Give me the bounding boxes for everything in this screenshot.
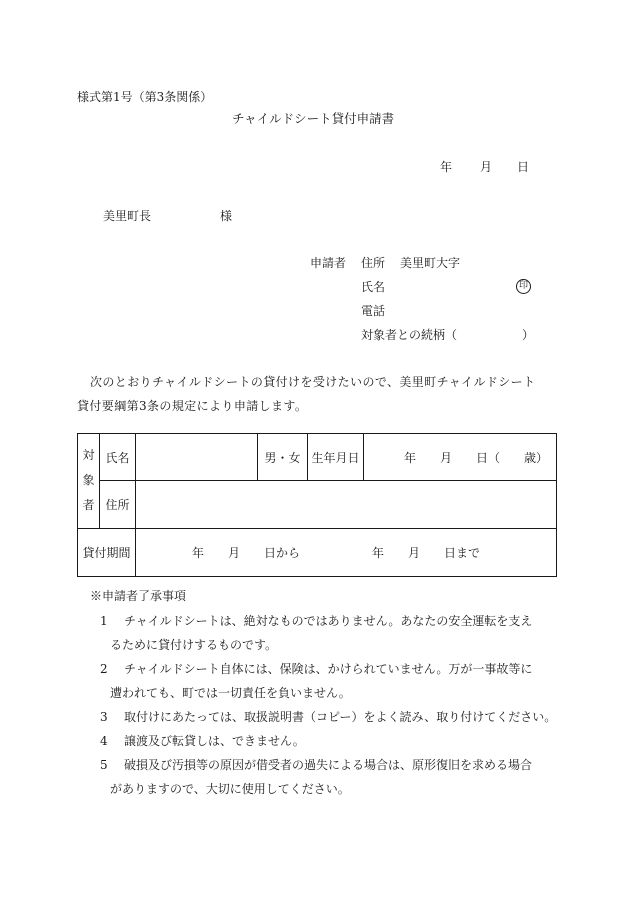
address-label-cell xyxy=(100,481,136,528)
note-item-2 xyxy=(100,660,532,677)
birth-label: 生年月日 xyxy=(311,450,360,465)
note-item-5-cont: がありますので、大切に使用してください。 xyxy=(110,782,350,796)
intro-line-1: 次のとおりチャイルドシートの貸付けを受けたいので、美里町チャイルドシート xyxy=(90,375,536,389)
period-label: 貸付期間 xyxy=(82,545,131,560)
birth-value-cell[interactable] xyxy=(364,434,557,481)
target-char-2: 象 xyxy=(82,473,95,488)
note-number: 2 xyxy=(100,662,108,676)
note-item-2-cont: 遭われても、町では一切責任を負いません。 xyxy=(110,686,351,700)
note-item-3 xyxy=(100,708,556,725)
target-char-3: 者 xyxy=(82,498,95,513)
note-item-5 xyxy=(100,756,532,773)
applicant-relation-label: 対象者との続柄（ xyxy=(361,328,458,342)
applicant-address-value: 美里町大字 xyxy=(400,256,461,270)
name-label-cell xyxy=(100,434,136,481)
note-text: チャイルドシートは、絶対なものではありません。あなたの安全運転を支え xyxy=(124,614,533,628)
note-text: チャイルドシート自体には、保険は、かけられていません。万が一事故等に xyxy=(124,662,533,676)
note-text: 破損及び汚損等の原因が借受者の過失による場合は、原形復旧を求める場合 xyxy=(124,758,533,772)
date-month-label: 月 xyxy=(480,160,493,174)
intro-line-2: 貸付要綱第3条の規定により申請します。 xyxy=(77,399,308,413)
applicant-label: 申請者 xyxy=(310,256,347,270)
address-label: 住所 xyxy=(105,497,130,512)
addressee-name: 美里町長 xyxy=(103,209,152,223)
note-text: 取付けにあたっては、取扱説明書（コピー）をよく読み、取り付けてください。 xyxy=(124,710,557,724)
period-value-cell[interactable] xyxy=(136,528,557,576)
page-title: チャイルドシート貸付申請書 xyxy=(232,111,395,126)
name-label: 氏名 xyxy=(105,450,130,465)
applicant-address-label: 住所 xyxy=(361,256,386,270)
period-value: 年 月 日から 年 月 日まで xyxy=(192,545,481,560)
applicant-relation-close: ） xyxy=(522,328,535,342)
notes-title: ※申請者了承事項 xyxy=(90,589,187,603)
note-item-1 xyxy=(100,612,532,629)
applicant-phone-label: 電話 xyxy=(361,304,386,318)
gender-cell[interactable] xyxy=(258,434,308,481)
seal-icon xyxy=(516,277,531,294)
name-input-cell[interactable] xyxy=(136,434,258,481)
note-text: 譲渡及び転貸しは、できません。 xyxy=(124,734,305,748)
target-person-cell xyxy=(78,434,100,529)
note-number: 5 xyxy=(100,758,108,772)
seal-mark: 印 xyxy=(516,279,531,294)
form-number: 様式第1号（第3条関係） xyxy=(77,90,213,104)
note-number: 3 xyxy=(100,710,108,724)
addressee-honorific: 様 xyxy=(220,209,233,223)
birth-value: 年 月 日（ 歳） xyxy=(403,450,548,465)
address-input-cell[interactable] xyxy=(136,481,557,528)
birth-label-cell xyxy=(308,434,364,481)
date-year-label: 年 xyxy=(440,160,453,174)
gender-label: 男・女 xyxy=(264,450,301,465)
applicant-name-label: 氏名 xyxy=(361,280,386,294)
note-item-1-cont: るために貸付けするものです。 xyxy=(110,638,278,652)
application-table xyxy=(77,433,557,577)
note-number: 4 xyxy=(100,734,108,748)
target-char-1: 対 xyxy=(82,448,95,463)
period-label-cell xyxy=(78,528,136,576)
note-item-4 xyxy=(100,732,305,749)
note-number: 1 xyxy=(100,614,108,628)
date-day-label: 日 xyxy=(517,160,530,174)
